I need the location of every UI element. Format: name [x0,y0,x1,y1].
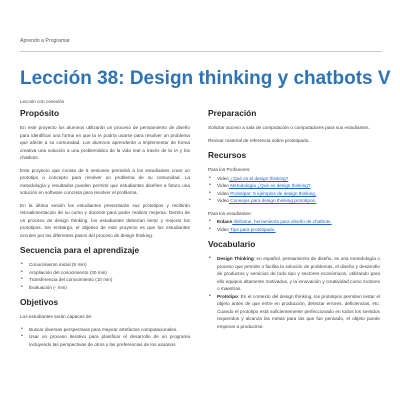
recurso-type: Video [217,190,229,196]
recurso-link[interactable]: Ilinframe, herramienta para diseño de chatbots. [232,219,332,224]
objetivos-intro: Los estudiantes serán capaces de: [20,314,93,319]
recurso-link[interactable]: Metodología ¿Qué es design thinking? [228,183,311,188]
vocabulario-item [208,293,380,331]
recursos-heading: Recursos [208,150,247,160]
recurso-type: Video [217,226,229,232]
recurso-link[interactable]: Prototipar: 5 ejemplos de design thinking. [228,190,317,196]
recurso-type: Video [217,198,229,203]
recurso-type: Video [217,183,229,188]
recurso-type: Video [217,175,229,181]
recursos-profesores-list [208,175,380,205]
vocabulario-definition: : en español, pensamiento de diseño, es una metodología o proceso que permite o facilita la solución de problemas, el diseño y desarrollo de productos y servicios de todo tipo y sectores económicos, utilizando para ello equipos altamente motivados, y la innovación y creatividad como motores o maestras. [217,256,380,291]
preparacion-paragraph-2: Revisar material de referencia sobre prototipado. [208,137,310,143]
recurso-link[interactable]: Consejos para design thinking prototipos. [228,198,317,203]
recursos-profesores-label: Para los Profesores: [208,167,251,172]
vocabulario-item [208,255,380,293]
recurso-item [208,218,380,226]
objetivos-heading: Objetivos [20,297,59,307]
proposito-paragraph-1: En este proyecto los alumnos utilizarán un proceso de pensamiento de diseño para identificar una forma en que la IA podría usarse para resolver un problema que afecte a su comunidad. Los alumnos aprenderán a implementar de forma creativa una solución a una problemática de la vida real a través de la IA y los chatbots. [20,125,190,160]
left-column [20,108,190,353]
vocabulario-definition: : En el contexto del design thinking, los prototipos permiten testar el objeto antes de que entre en producción, detectar errores, deficiencias, etc. Cuando el prototipo está suficientemente perfeccionado en todos los sentidos requeridos y alcanza las metas para las que fue pensado, el objeto puede empezar a producirse. [217,293,380,329]
page-header: Aprendo a Programar [20,38,70,44]
vocabulario-heading: Vocabulario [208,239,256,249]
proposito-paragraph-3: En la última sesión los estudiantes presentarán sus prototipos y recibirán retroalimentación de su curso y docente para poder realizar mejoras. Dentro de un proceso de design thinking, los estudiantes deberían iterar y mejorar los prototipos. Sin embargo, el objetivo de este proyecto es que los estudiantes circulen por los diferentes pasos del proceso de design thinking. [20,202,190,238]
secuencia-item: • Conocimiento inicial (5 min) [20,261,190,269]
recurso-item [208,175,380,183]
objetivos-list [20,326,190,349]
recurso-item [208,197,380,205]
lesson-title: Lección 38: Design thinking y chatbots V [20,68,391,89]
secuencia-heading: Secuencia para el aprendizaje [20,245,140,255]
secuencia-item: • Transferencia del conocimiento (10 min) [20,276,190,284]
lesson-connection-label: Lección con conexión [20,99,65,104]
vocabulario-term: Prototipo [217,293,238,299]
objetivo-item: • Buscar diversas perspectivas para mejorar artefactos computacionales. [20,326,190,334]
objetivo-item: • Usar un proceso iterativo para planificar el desarrollo de un programa incluyendo las perspectivas de otros y las preferencias de los usuarios. [20,333,190,348]
proposito-heading: Propósito [20,108,60,118]
recursos-estudiantes-list [208,218,380,233]
recurso-item [208,226,380,234]
secuencia-list [20,261,190,291]
recurso-item [208,182,380,190]
secuencia-item: • Evaluación (- min) [20,284,190,292]
right-column [208,108,380,335]
recurso-link[interactable]: ¿Qué es el design thinking? [228,175,289,181]
recurso-link[interactable]: Tips para prototipado. [228,226,276,232]
proposito-paragraph-2: Este proyecto que consta de 5 sesiones permitirá a los estudiantes crear un prototipo o concepto para resolver un problema de su comunidad. La metodología y resultados pueden permitir que estudiantes diseñen a futuro una solución en software concreta para resolver el problema. [20,167,190,195]
recursos-estudiantes-label: Para los estudiantes: [208,210,252,216]
preparacion-paragraph-1: Solicitar acceso a sala de computación o computadores para sus estudiantes. [208,125,370,130]
vocabulario-term: Design Thinking [217,256,254,261]
recurso-type: Enlace [217,219,233,224]
recurso-item [208,190,380,198]
preparacion-heading: Preparación [208,108,257,118]
vocabulario-list [208,255,380,330]
secuencia-item: • Ampliación del conocimiento (30 min) [20,269,190,277]
header-divider [20,51,382,52]
